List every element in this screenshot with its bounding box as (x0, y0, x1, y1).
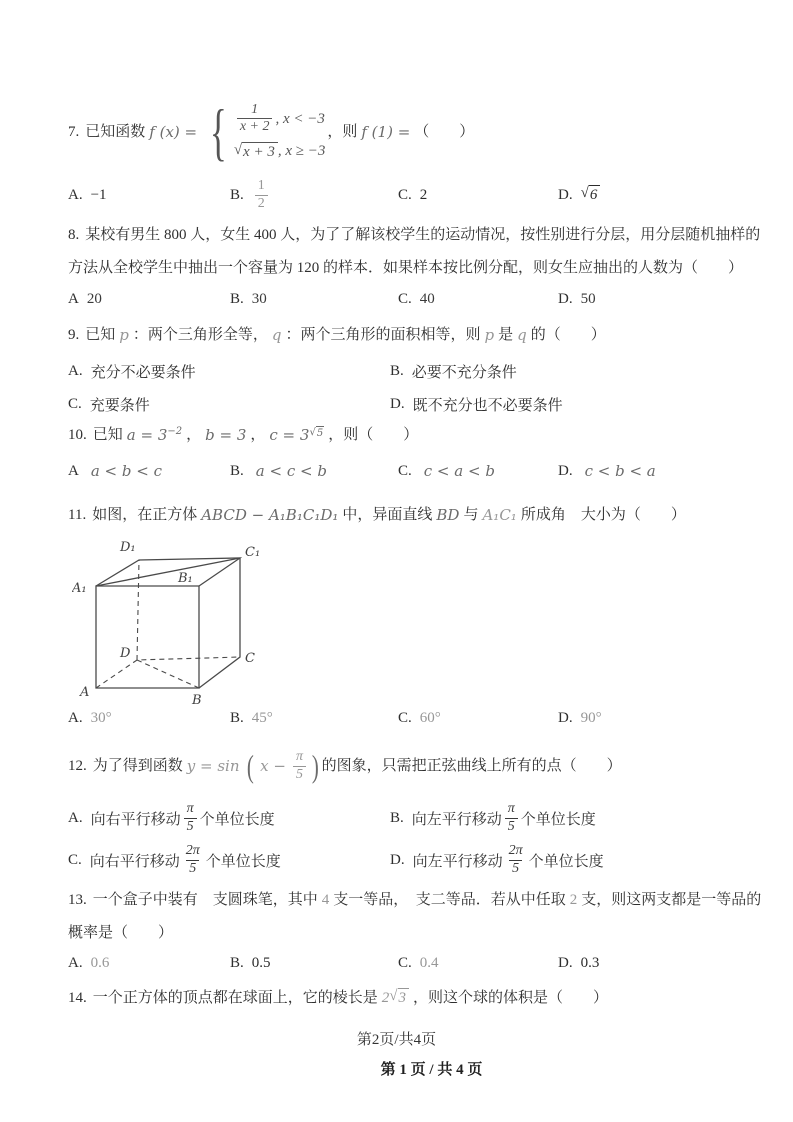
option-value: 充分不必要条件 (90, 364, 196, 381)
question-11-text: 如图，在正方体 (92, 507, 198, 523)
q10-a (127, 425, 182, 445)
q7-option-b (230, 178, 398, 211)
vertex-label-C: C (245, 651, 255, 666)
option-value: −1 (90, 186, 107, 203)
q11-option-d (558, 710, 728, 727)
question-14-text: 一个正方体的顶点都在球面上，它的棱长是 (92, 990, 378, 1006)
question-11-text: 所成角 大小为（ ） (520, 507, 686, 523)
option-value: 30° (90, 709, 112, 726)
q10-c-base: c = 3 (269, 426, 310, 444)
option-label: C. (398, 709, 412, 726)
fraction-numerator: 2π (508, 843, 523, 859)
option-text: 个单位长度 (199, 811, 275, 828)
q12-option-b (390, 801, 728, 834)
option-value: 0.3 (580, 954, 600, 971)
q7-options (68, 178, 728, 212)
q10-option-a (68, 462, 230, 480)
option-label: C. (68, 851, 82, 868)
question-11 (68, 505, 686, 525)
fraction-denominator: 5 (186, 860, 199, 877)
q8-option-a (68, 291, 230, 308)
option-label: D. (558, 290, 573, 307)
q7-case2-sqrt (234, 142, 278, 162)
q11-line-bd: BD (436, 506, 460, 524)
option-label: D. (558, 462, 573, 479)
option-text: 个单位长度 (520, 811, 596, 828)
q13-option-d (558, 955, 728, 972)
option-label: C. (398, 290, 412, 307)
page-number-inner: 第2页/共4页 (356, 1032, 437, 1048)
q11-options (68, 705, 728, 731)
q12-option-d (390, 843, 728, 876)
option-value: c < b < a (584, 462, 656, 480)
q12-option-a (68, 801, 390, 834)
question-9-text: 是 (498, 327, 514, 343)
question-7-number: 7. (68, 123, 80, 140)
sqrt-radicand: 3 (398, 988, 410, 1008)
option-value: 0.4 (419, 954, 439, 971)
q7-case-1 (234, 102, 326, 135)
q11-option-a (68, 710, 230, 727)
q8-options (68, 286, 728, 312)
question-9-text: ：两个三角形的面积相等，则 (285, 327, 481, 343)
option-text: 向右平行移动 (90, 811, 181, 828)
sqrt-icon: √ (580, 185, 589, 202)
left-brace: { (210, 96, 227, 168)
option-label: D. (558, 186, 573, 203)
q11-line-a1c1: A₁C₁ (482, 506, 517, 524)
option-value: 40 (419, 290, 435, 307)
fraction-denominator: 5 (184, 818, 197, 835)
q10-option-c (398, 462, 558, 480)
question-8-number: 8. (68, 227, 80, 243)
vertex-label-D1: D₁ (120, 540, 136, 555)
question-13-line1 (68, 890, 761, 910)
fraction-denominator: x + 2 (237, 118, 273, 135)
option-text: 向右平行移动 (89, 853, 180, 870)
option-label: A. (68, 709, 83, 726)
q13-option-b (230, 955, 398, 972)
q7-case1-condition: , x < −3 (275, 110, 325, 127)
option-value: 30 (251, 290, 267, 307)
question-10 (68, 425, 418, 446)
question-13-text: 支一等品， 支二等品．若从中任取 (333, 892, 566, 908)
q7-case-2 (234, 141, 326, 161)
q7-option-b-fraction (255, 178, 268, 211)
cube-solid-edges (96, 558, 240, 688)
question-12-text: 的图象，只需把正弦曲线上所有的点（ ） (321, 757, 622, 774)
q10-option-b (230, 462, 398, 480)
q10-options (68, 458, 728, 484)
q9-option-a (68, 361, 390, 382)
q9-option-c (68, 394, 390, 415)
question-8-text-1: 某校有男生 800 人，女生 400 人，为了了解该校学生的运动情况，按性别进行分层，用分层随机抽样的 (85, 227, 761, 243)
q9-option-d (390, 394, 728, 415)
q12-options-row1 (68, 798, 728, 838)
q7-case2-condition: , x ≥ −3 (277, 143, 326, 160)
option-value: 充要条件 (89, 397, 150, 414)
question-13-text: 一个盒子中装有 支圆珠笔，其中 (92, 892, 318, 908)
option-label: A (68, 290, 79, 307)
vertex-label-C1: C₁ (245, 545, 261, 560)
question-10-number: 10. (68, 427, 87, 444)
sqrt-icon: √ (309, 427, 316, 438)
q11-option-c (398, 710, 558, 727)
sqrt-icon: √ (389, 988, 398, 1004)
option-value: 必要不充分条件 (411, 364, 517, 381)
option-value: a < c < b (255, 462, 327, 480)
question-13-number: 13. (68, 892, 87, 908)
fraction-numerator: π (507, 801, 515, 817)
question-13-text: 概率是（ ） (68, 925, 174, 941)
q7-option-d (558, 185, 728, 205)
q12-x-minus: x − (260, 756, 286, 775)
q7-option-a (68, 187, 230, 204)
sqrt-icon: √ (233, 141, 243, 158)
option-label: C. (398, 954, 412, 971)
fraction-denominator: 5 (509, 860, 522, 877)
vertex-label-A: A (80, 685, 90, 700)
q10-b: b = 3 (205, 426, 247, 445)
option-text: 个单位长度 (528, 853, 604, 870)
comma: ， (186, 427, 202, 444)
option-value: 90° (580, 709, 602, 726)
question-8-line2 (68, 258, 743, 278)
question-9-text: 的（ ） (530, 327, 606, 343)
question-14 (68, 988, 608, 1008)
question-7 (68, 96, 474, 168)
option-label: D. (390, 851, 405, 868)
q7-answer-paren: （ ） (414, 123, 475, 140)
comma: ， (250, 427, 266, 444)
q7-case1-fraction (237, 102, 273, 135)
question-7-text: 已知函数 (85, 123, 146, 140)
option-label: B. (390, 809, 404, 826)
q7-case-list (234, 102, 326, 161)
question-11-text: 中，异面直线 (342, 507, 433, 523)
q8-option-c (398, 291, 558, 308)
sqrt-radicand: 5 (316, 428, 324, 439)
sqrt-radicand: x + 3 (242, 142, 278, 162)
option-value: 60° (419, 709, 441, 726)
option-value: 20 (86, 290, 102, 307)
q7-then: ，则 (327, 123, 358, 140)
option-fraction (184, 801, 197, 834)
q10-option-d (558, 462, 728, 480)
option-label: D. (558, 709, 573, 726)
q9-var-p: p (484, 326, 495, 344)
question-14-number: 14. (68, 990, 87, 1006)
vertex-label-A1: A₁ (72, 581, 87, 596)
option-value: a < b < c (90, 462, 162, 480)
option-value: 0.6 (90, 954, 110, 971)
question-9-number: 9. (68, 327, 80, 343)
option-label: D. (558, 954, 573, 971)
fraction-numerator: π (295, 749, 303, 765)
fraction-denominator: 5 (505, 818, 518, 835)
option-label: A. (68, 362, 83, 379)
q13-count-first: 4 (321, 892, 330, 908)
option-label: B. (230, 709, 244, 726)
cube-figure (72, 538, 312, 710)
option-label: A (68, 462, 79, 479)
q13-options (68, 950, 728, 976)
option-text: 向左平行移动 (412, 853, 503, 870)
option-label: C. (398, 186, 412, 203)
question-13-line2 (68, 923, 173, 943)
question-14-text: ，则这个球的体积是（ ） (413, 990, 609, 1006)
option-label: C. (68, 395, 82, 412)
option-text: 向左平行移动 (411, 811, 502, 828)
option-label: B. (230, 290, 244, 307)
q7-option-d-sqrt (581, 185, 601, 205)
fraction-numerator: π (186, 801, 194, 817)
q12-function: y = sin (186, 756, 240, 775)
q11-cube-name: ABCD − A₁B₁C₁D₁ (201, 506, 339, 524)
question-12-text: 为了得到函数 (92, 757, 183, 774)
question-13-text: 支，则这两支都是一等品的 (581, 892, 762, 908)
q12-pi-fraction (293, 749, 306, 782)
q7-fx: f (x) = (149, 122, 198, 141)
vertex-label-B1: B₁ (178, 571, 193, 586)
option-label: A. (68, 954, 83, 971)
q12-option-c (68, 843, 390, 876)
q10-c-exponent (309, 426, 324, 441)
q13-option-a (68, 955, 230, 972)
option-value: 既不充分也不必要条件 (412, 397, 563, 414)
document-page-footer (0, 1028, 793, 1049)
option-text: 个单位长度 (205, 853, 281, 870)
page-number-outer: 第 1 页 / 共 4 页 (380, 1062, 483, 1078)
question-9-text: 已知 (85, 327, 116, 343)
question-10-text: 已知 (92, 427, 123, 444)
option-fraction (505, 801, 518, 834)
option-label: D. (390, 395, 405, 412)
q7-f1: f (1) = (361, 122, 411, 141)
question-9-text: ：两个三角形全等， (132, 327, 268, 343)
q8-option-b (230, 291, 398, 308)
option-label: B. (230, 954, 244, 971)
option-label: B. (390, 362, 404, 379)
option-fraction (506, 843, 526, 876)
q9-options-row1 (68, 358, 728, 384)
question-8-text-2: 方法从全校学生中抽出一个容量为 120 的样本．如果样本按比例分配，则女生应抽出的人数为（ ） (68, 260, 744, 276)
option-value: 45° (251, 709, 273, 726)
question-11-text: 与 (463, 507, 479, 523)
q11-option-b (230, 710, 398, 727)
vertex-label-B: B (192, 693, 202, 708)
question-9 (68, 325, 606, 345)
viewer-page-footer (0, 1058, 793, 1079)
option-label: A. (68, 186, 83, 203)
fraction-numerator: 2π (185, 843, 200, 859)
q8-option-d (558, 291, 728, 308)
option-label: B. (230, 186, 244, 203)
question-12-number: 12. (68, 757, 87, 774)
option-label: B. (230, 462, 244, 479)
q13-option-c (398, 955, 558, 972)
cube-dashed-edges (96, 560, 240, 688)
fraction-numerator: 1 (257, 178, 265, 194)
fraction-denominator: 5 (293, 766, 306, 783)
question-11-number: 11. (68, 507, 87, 523)
option-label: A. (68, 809, 83, 826)
fraction-denominator: 2 (255, 195, 268, 212)
q10-a-exponent: −2 (167, 426, 183, 438)
q14-edge-length (382, 988, 409, 1008)
vertex-label-D: D (120, 646, 131, 661)
option-value: 0.5 (251, 954, 271, 971)
q7-cases (203, 96, 326, 168)
question-10-text: ，则（ ） (328, 427, 419, 444)
option-label: C. (398, 462, 412, 479)
q10-a-base: a = 3 (126, 426, 168, 445)
q9-option-b (390, 361, 728, 382)
q9-var-q: q (517, 326, 527, 344)
option-value: 2 (419, 186, 428, 203)
option-value: 50 (580, 290, 596, 307)
question-8-line1 (68, 225, 760, 245)
q14-coefficient: 2 (381, 990, 390, 1006)
option-fraction (183, 843, 203, 876)
q9-var-p: p (119, 326, 129, 344)
q9-options-row2 (68, 391, 728, 417)
q13-count-draw: 2 (569, 892, 578, 908)
fraction-numerator: 1 (251, 102, 259, 118)
q10-c (269, 425, 324, 446)
q12-options-row2 (68, 840, 728, 880)
question-12: 12. 为了得到函数 y = sin ( x − $\frac{\pi}{5}$ ) 的图象，只需把正弦曲线上所有的点（ ） (68, 748, 622, 784)
sqrt-radicand: 6 (589, 185, 601, 205)
q9-var-q: q (271, 326, 282, 344)
q7-option-c (398, 187, 558, 204)
option-value: c < a < b (423, 462, 495, 480)
